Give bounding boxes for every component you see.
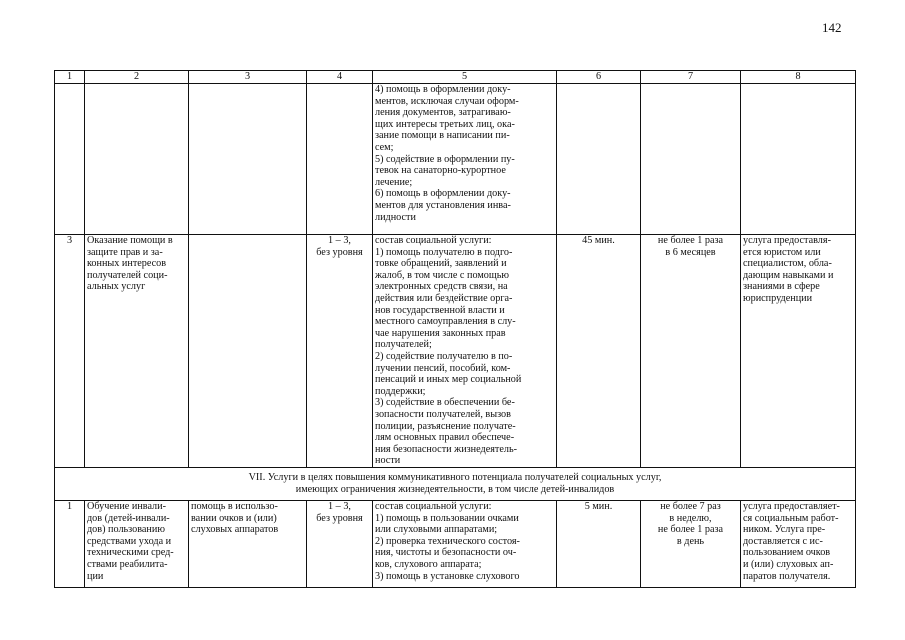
service-composition: состав социальной услуги: 1) помощь получателю в подго- товке обращений, заявлений и жалоб, в том числе с помощью электронных средств связи, на действия или бездействие орга- нов государственной власти и местного самоуправления в слу- чае нарушения законных прав получателей; 2) содействие получателю в по- лучении пенсий, пособий, ком- пенсаций и иных мер социальной поддержки; 3) содействие в обеспечении бе- зопасности получателей, вызов полиции, разъяснение получате- лям основных правил обеспече- ния безопасности жизнедеятель- ности [373, 235, 557, 468]
service-kind: помощь в использо- вании очков и (или) слуховых аппаратов [189, 501, 307, 588]
service-name: Обучение инвали- дов (детей-инвали- дов) пользованию средствами ухода и техническими сред- ствами реабилита- ции [85, 501, 189, 588]
page-number: 142 [822, 20, 842, 35]
header-cell: 2 [85, 71, 189, 84]
service-frequency: не более 7 раз в неделю, не более 1 раза в день [641, 501, 741, 588]
service-name [85, 84, 189, 235]
header-cell: 1 [55, 71, 85, 84]
row-number: 1 [55, 501, 85, 588]
table-row [55, 235, 856, 468]
section-title: VII. Услуги в целях повышения коммуникативного потенциала получателей социальных услуг, имеющих ограничения жизнедеятельности, в том числе детей-инвалидов [55, 468, 856, 501]
header-cell: 8 [741, 71, 856, 84]
service-level [307, 84, 373, 235]
service-duration: 5 мин. [557, 501, 641, 588]
service-conditions: услуга предоставля- ется юристом или специалистом, обла- дающим навыками и знаниями в сфере юриспруденции [741, 235, 856, 468]
section-row [55, 468, 856, 501]
service-duration: 45 мин. [557, 235, 641, 468]
service-frequency [641, 84, 741, 235]
service-conditions: услуга предоставляет- ся социальным работ- ником. Услуга пре- доставляется с ис- пользованием очков и (или) слуховых ап- паратов получателя. [741, 501, 856, 588]
header-cell: 7 [641, 71, 741, 84]
services-table [54, 70, 856, 588]
table-row [55, 84, 856, 235]
service-kind [189, 84, 307, 235]
table-row [55, 501, 856, 588]
row-number [55, 84, 85, 235]
service-composition: 4) помощь в оформлении доку- ментов, исключая случаи оформ- ления документов, затрагиваю- щих интересы третьих лиц, ока- зание помощи в написании пи- сем; 5) содействие в оформлении пу- тевок на санаторно-курортное лечение; 6) помощь в оформлении доку- ментов для установления инва- лидности [373, 84, 557, 235]
service-level: 1 – 3, без уровня [307, 235, 373, 468]
service-conditions [741, 84, 856, 235]
service-level: 1 – 3, без уровня [307, 501, 373, 588]
service-name: Оказание помощи в защите прав и за- конных интересов получателей соци- альных услуг [85, 235, 189, 468]
table-header-row [55, 71, 856, 84]
service-kind [189, 235, 307, 468]
row-number: 3 [55, 235, 85, 468]
header-cell: 3 [189, 71, 307, 84]
header-cell: 6 [557, 71, 641, 84]
service-frequency: не более 1 раза в 6 месяцев [641, 235, 741, 468]
service-duration [557, 84, 641, 235]
header-cell: 5 [373, 71, 557, 84]
header-cell: 4 [307, 71, 373, 84]
service-composition: состав социальной услуги: 1) помощь в пользовании очками или слуховыми аппаратами; 2) проверка технического состоя- ния, чистоты и безопасности оч- ков, слухового аппарата; 3) помощь в установке слухового [373, 501, 557, 588]
